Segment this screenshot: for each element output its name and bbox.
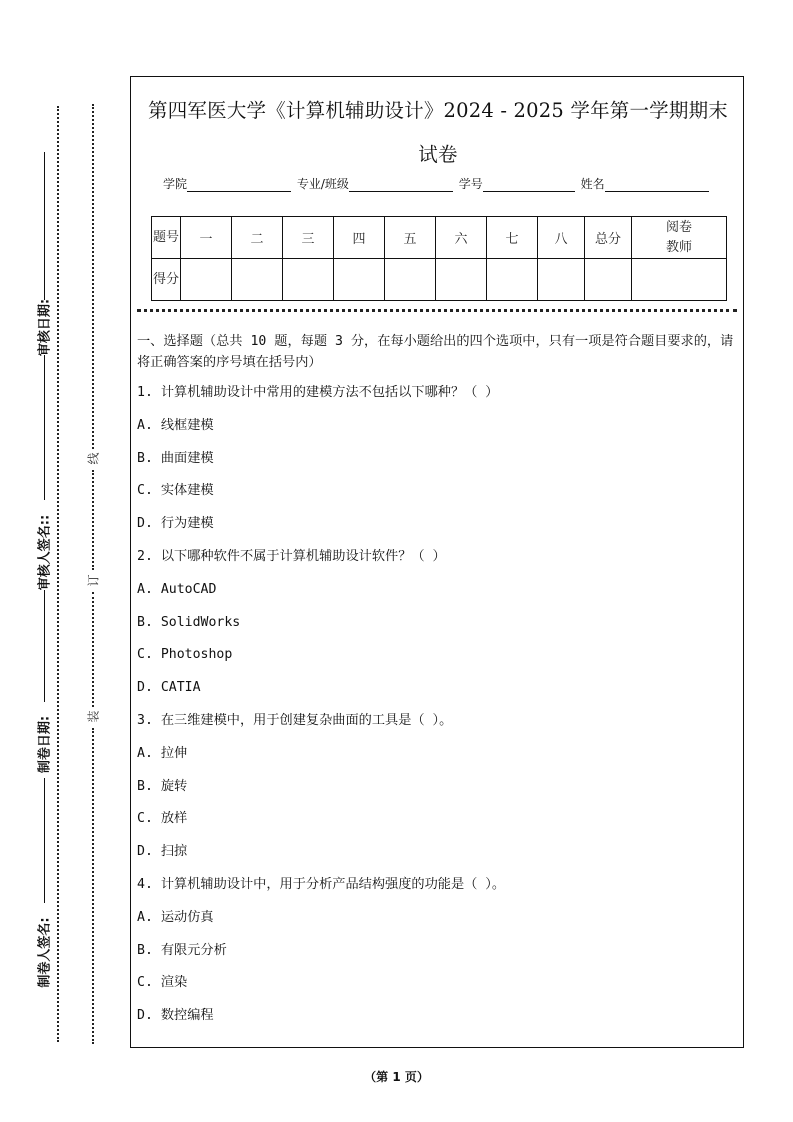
score-cell[interactable] — [334, 259, 385, 301]
score-cell[interactable] — [232, 259, 283, 301]
binding-underline — [44, 152, 45, 300]
line-mark: 线 — [86, 452, 101, 465]
name-label: 姓名 — [580, 177, 605, 191]
student-id-label: 学号 — [458, 177, 483, 191]
make-date-label: 制卷日期: — [37, 715, 53, 774]
question-line: 1. 计算机辅助设计中常用的建模方法不包括以下哪种？（ ） — [137, 385, 499, 400]
option-line: C. 渲染 — [137, 975, 188, 991]
option-line: A. 运动仿真 — [137, 909, 214, 925]
option-line: D. CATIA — [137, 680, 201, 696]
question-line: 4. 计算机辅助设计中，用于分析产品结构强度的功能是（ ）。 — [137, 876, 506, 892]
bind-mark: 装 — [86, 710, 101, 723]
title-line-1: 第四军医大学《计算机辅助设计》2024 - 2025 学年第一学期期末 — [148, 99, 728, 122]
total-score-header: 总分 — [585, 217, 632, 259]
student-id-field[interactable] — [483, 179, 575, 192]
questions-section — [137, 331, 739, 1038]
score-cell[interactable] — [181, 259, 232, 301]
score-header: 四 — [334, 217, 385, 259]
option-line: B. 曲面建模 — [137, 450, 214, 466]
page-footer: （第 1 页） — [364, 1070, 429, 1084]
option-line: A. 线框建模 — [137, 417, 214, 433]
score-cell[interactable] — [283, 259, 334, 301]
option-line: C. 放样 — [137, 811, 188, 827]
score-header: 八 — [538, 217, 585, 259]
question-number-label: 题号 — [152, 217, 181, 259]
binding-dotted-line — [92, 470, 94, 570]
major-class-field[interactable] — [349, 179, 453, 192]
option-line: D. 扫掠 — [137, 844, 188, 860]
binding-dotted-line — [92, 104, 94, 449]
dotted-separator — [137, 309, 737, 312]
score-cell[interactable] — [538, 259, 585, 301]
exam-title — [131, 91, 745, 175]
binding-dotted-line — [92, 728, 94, 1044]
score-cell[interactable] — [385, 259, 436, 301]
option-line: D. 行为建模 — [137, 516, 214, 532]
score-table — [151, 216, 727, 301]
question-line: 3. 在三维建模中，用于创建复杂曲面的工具是（ ）。 — [137, 712, 453, 728]
option-line: B. SolidWorks — [137, 614, 241, 630]
option-line: C. 实体建模 — [137, 483, 214, 499]
title-line-2: 试卷 — [418, 143, 458, 166]
student-info-row — [163, 175, 711, 192]
option-line: B. 有限元分析 — [137, 942, 227, 958]
reviewer-cell[interactable] — [632, 259, 727, 301]
score-header: 六 — [436, 217, 487, 259]
college-label: 学院 — [163, 177, 188, 191]
option-line: B. 旋转 — [137, 778, 188, 794]
score-header: 七 — [487, 217, 538, 259]
total-score-cell[interactable] — [585, 259, 632, 301]
option-line: D. 数控编程 — [137, 1008, 214, 1024]
reviewer-header: 阅卷教师 — [632, 217, 727, 259]
maker-sign-label: 制卷人签名: — [37, 917, 53, 988]
binding-underline — [44, 778, 45, 903]
binding-underline — [44, 355, 45, 500]
score-header: 一 — [181, 217, 232, 259]
binding-dotted-line — [57, 106, 59, 1042]
order-mark: 订 — [86, 574, 101, 587]
college-field[interactable] — [187, 179, 291, 192]
score-cell[interactable] — [487, 259, 538, 301]
section-heading: 一、选择题（总共 10 题，每题 3 分，在每小题给出的四个选项中，只有一项是符合题目要求的，请将正确答案的序号填在括号内） — [137, 334, 734, 370]
binding-dotted-line — [92, 592, 94, 707]
option-line: A. 拉伸 — [137, 745, 188, 761]
question-line: 2. 以下哪种软件不属于计算机辅助设计软件？（ ） — [137, 548, 446, 564]
major-class-label: 专业/班级 — [296, 177, 349, 191]
reviewer-sign-label: 审核人签名:: — [37, 514, 53, 591]
exam-frame — [130, 76, 744, 1048]
binding-underline — [44, 590, 45, 702]
score-header: 五 — [385, 217, 436, 259]
option-line: C. Photoshop — [137, 647, 233, 663]
option-line: A. AutoCAD — [137, 581, 217, 597]
score-header: 三 — [283, 217, 334, 259]
score-cell[interactable] — [436, 259, 487, 301]
score-label: 得分 — [152, 259, 181, 301]
review-date-label: 审核日期: — [37, 298, 53, 357]
name-field[interactable] — [605, 179, 709, 192]
score-header: 二 — [232, 217, 283, 259]
